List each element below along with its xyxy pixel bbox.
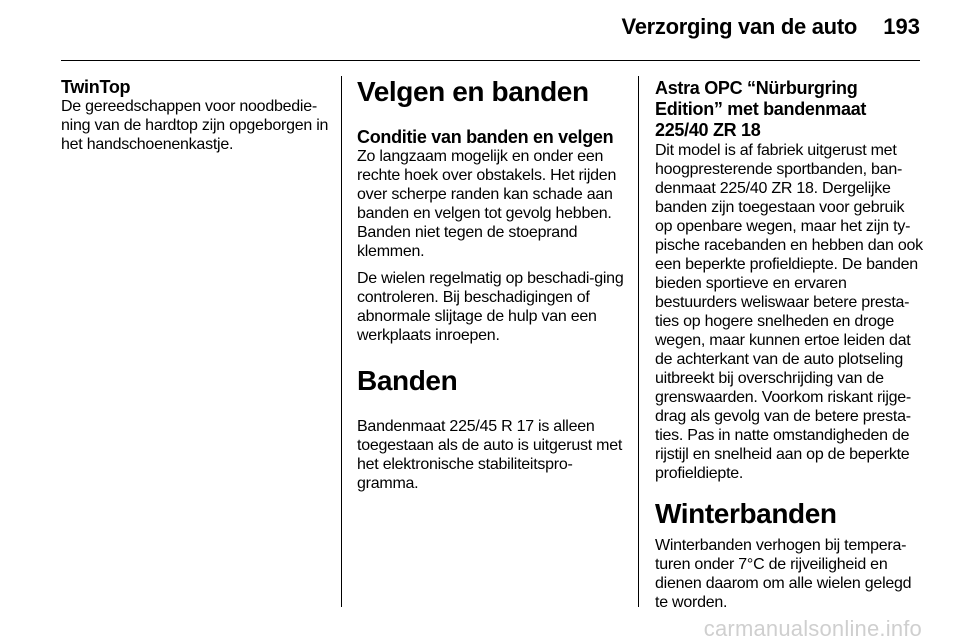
winterbanden-paragraph: Winterbanden verhogen bij tempera-turen onder 7°C de rijveiligheid en dienen daarom om alle wielen gelegd te worden. [655, 537, 912, 611]
page-number: 193 [883, 14, 920, 39]
twintop-paragraph: De gereedschappen voor noodbedie-ning van de hardtop zijn opgeborgen in het handschoenenkastje. [61, 98, 329, 153]
column-left [61, 78, 335, 154]
astra-opc-paragraph: Dit model is af fabriek uitgerust met hoogpresterende sportbanden, ban-denmaat 225/40 ZR 18. Dergelijke banden zijn toegestaan voor gebruik op openbare wegen, maar het zijn ty-pische racebanden en hebben dan ook een beperkte profieldiepte. De banden bieden sportieve en ervaren bestuurders weliswaar betere presta-ties op hogere snelheden en droge wegen, maar kunnen ertoe leiden dat de achterkant van de auto plotseling uitbreekt bij overschrijding van de grenswaarden. Voorkom riskant rijge-drag als gevolg van de betere presta-ties. Pas in natte omstandigheden de rijstijl en snelheid aan op de beperkte profieldiepte. [655, 142, 923, 482]
banden-paragraph: Bandenmaat 225/45 R 17 is alleen toegestaan als de auto is uitgerust met het elektronische stabiliteitspro-gramma. [357, 418, 623, 492]
conditie-paragraph-2: De wielen regelmatig op beschadi-ging controleren. Bij beschadigingen of abnormale slijtage de hulp van een werkplaats inroepen. [357, 270, 624, 344]
section-heading-winterbanden: Winterbanden [655, 498, 837, 529]
running-title: Verzorging van de auto [621, 14, 857, 39]
subheading-conditie: Conditie van banden en velgen [357, 127, 614, 147]
section-heading-velgen-en-banden: Velgen en banden [357, 76, 589, 107]
subheading-astra-opc: Astra OPC “Nürburgring Edition” met bandenmaat 225/40 ZR 18 [655, 78, 867, 140]
column-divider [341, 76, 342, 607]
column-middle [357, 78, 632, 493]
conditie-paragraph-1: Zo langzaam mogelijk en onder een rechte hoek over obstakels. Het rijden over scherpe randen kan schade aan banden en velgen tot gevolg hebben. Banden niet tegen de stoeprand klemmen. [357, 148, 617, 260]
column-right [655, 78, 923, 612]
section-heading-twintop: TwinTop [61, 77, 131, 97]
header-rule [61, 60, 920, 61]
watermark-text: carmanualsonline.info [703, 616, 922, 641]
section-heading-banden: Banden [357, 365, 458, 396]
column-divider [638, 76, 639, 607]
